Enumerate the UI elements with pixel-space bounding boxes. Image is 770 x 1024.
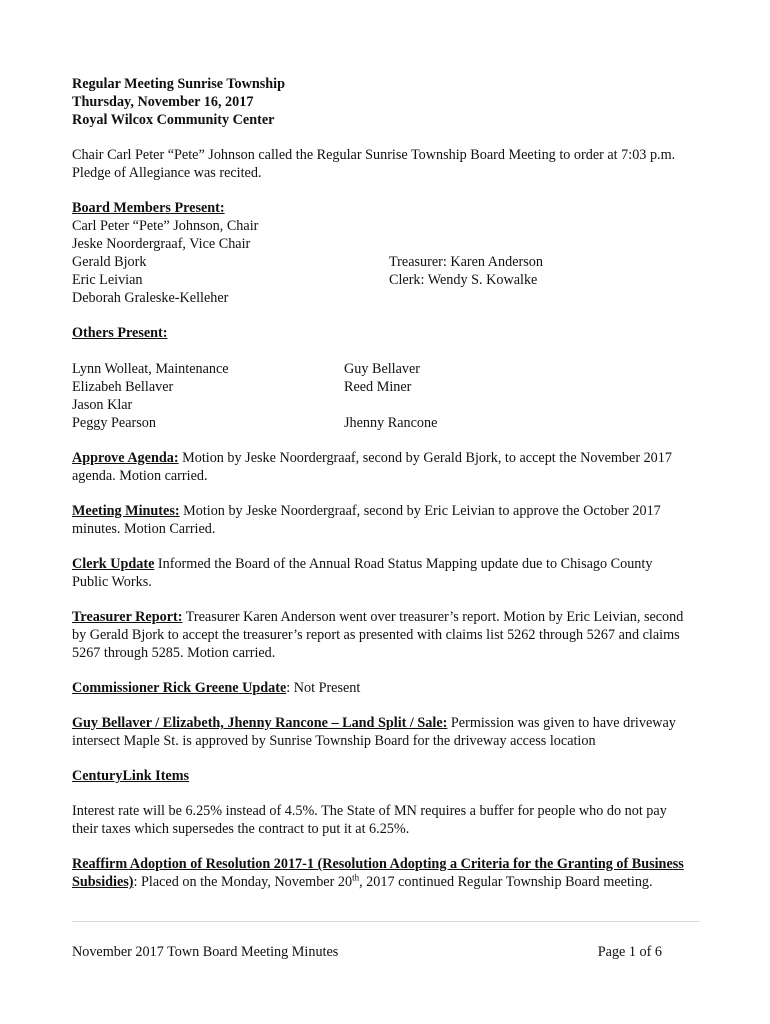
board-member: Gerald Bjork xyxy=(72,254,147,270)
commissioner-text: : Not Present xyxy=(286,680,361,696)
others-grid xyxy=(72,360,692,432)
board-members-title: Board Members Present: xyxy=(72,200,225,216)
treasurer-name: Treasurer: Karen Anderson xyxy=(389,254,543,270)
header-location: Royal Wilcox Community Center xyxy=(72,112,275,128)
meeting-minutes-label: Meeting Minutes: xyxy=(72,503,180,519)
meeting-minutes-text: Motion by Jeske Noordergraaf, second by Eric Leivian to approve the October 2017 minutes. Motion Carried. xyxy=(72,503,661,537)
commissioner-section xyxy=(72,679,692,697)
board-member: Deborah Graleske-Kelleher xyxy=(72,290,229,306)
land-split-section xyxy=(72,714,692,750)
board-member: Eric Leivian xyxy=(72,272,143,288)
approve-agenda-section xyxy=(72,449,692,485)
resolution-section xyxy=(72,855,692,891)
treasurer-report-section xyxy=(72,608,692,662)
board-members-section xyxy=(72,199,692,307)
attendee: Guy Bellaver xyxy=(344,361,421,377)
footer-divider xyxy=(72,921,700,922)
treasurer-report-label: Treasurer Report: xyxy=(72,609,183,625)
resolution-text-before: : Placed on the Monday, November 20 xyxy=(133,874,353,890)
clerk-update-text: Informed the Board of the Annual Road Status Mapping update due to Chisago County Public Works. xyxy=(72,556,653,590)
attendee: Jason Klar xyxy=(72,397,133,413)
intro-paragraph: Chair Carl Peter “Pete” Johnson called the Regular Sunrise Township Board Meeting to order at 7:03 p.m. Pledge of Allegiance was recited. xyxy=(72,147,676,181)
minutes-body xyxy=(72,75,692,891)
centurylink-text: Interest rate will be 6.25% instead of 4.5%. The State of MN requires a buffer for people who do not pay their taxes which supersedes the contract to put it at 6.25%. xyxy=(72,803,667,837)
attendee-empty xyxy=(344,396,692,414)
board-grid xyxy=(72,253,692,289)
resolution-text-after: , 2017 continued Regular Township Board meeting. xyxy=(359,874,653,890)
board-member: Carl Peter “Pete” Johnson, Chair xyxy=(72,218,259,234)
others-present-section xyxy=(72,324,692,432)
header-title: Regular Meeting Sunrise Township xyxy=(72,76,285,92)
land-split-text: Permission was given to have driveway intersect Maple St. is approved by Sunrise Township Board for the driveway access location xyxy=(72,715,676,749)
resolution-label: Reaffirm Adoption of Resolution 2017-1 (Resolution Adopting a Criteria for the Granting of Business Subsidies) xyxy=(72,856,684,890)
clerk-name: Clerk: Wendy S. Kowalke xyxy=(389,272,538,288)
attendee: Lynn Wolleat, Maintenance xyxy=(72,361,229,377)
resolution-ordinal: th xyxy=(352,872,360,883)
page-footer xyxy=(72,943,662,961)
meeting-minutes-section xyxy=(72,502,692,538)
meeting-header xyxy=(72,75,692,129)
page-number: Page 1 of 6 xyxy=(597,944,662,960)
centurylink-title: CenturyLink Items xyxy=(72,768,190,784)
treasurer-report-text: Treasurer Karen Anderson went over treasurer’s report. Motion by Eric Leivian, second by Gerald Bjork to accept the treasurer’s report as presented with claims list 5262 through 5267 and claims 5267 through 5285. Motion carried. xyxy=(72,609,684,661)
attendee: Peggy Pearson xyxy=(72,415,156,431)
footer-title: November 2017 Town Board Meeting Minutes xyxy=(72,944,339,960)
attendee: Elizabeh Bellaver xyxy=(72,379,174,395)
clerk-update-label: Clerk Update xyxy=(72,556,155,572)
clerk-update-section xyxy=(72,555,692,591)
others-present-title: Others Present: xyxy=(72,325,168,341)
commissioner-label: Commissioner Rick Greene Update xyxy=(72,680,287,696)
approve-agenda-label: Approve Agenda: xyxy=(72,450,179,466)
land-split-label: Guy Bellaver / Elizabeth, Jhenny Rancone – Land Split / Sale: xyxy=(72,715,448,731)
header-date: Thursday, November 16, 2017 xyxy=(72,94,254,110)
attendee: Jhenny Rancone xyxy=(344,415,438,431)
attendee: Reed Miner xyxy=(344,379,412,395)
board-member: Jeske Noordergraaf, Vice Chair xyxy=(72,236,251,252)
approve-agenda-text: Motion by Jeske Noordergraaf, second by Gerald Bjork, to accept the November 2017 agenda. Motion carried. xyxy=(72,450,672,484)
